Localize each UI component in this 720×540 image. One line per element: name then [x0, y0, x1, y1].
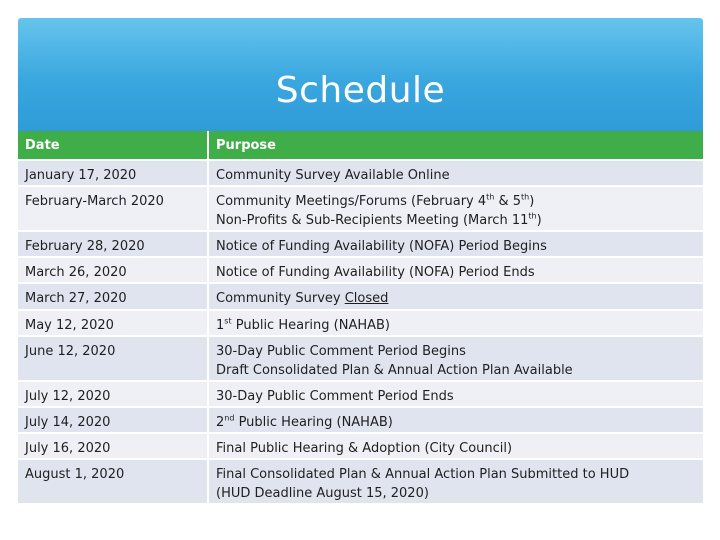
table-row	[18, 434, 703, 460]
table-row	[18, 284, 703, 311]
schedule-table	[18, 131, 703, 505]
purpose-text: Final Public Hearing & Adoption (City Council)	[216, 441, 513, 456]
purpose-cell	[209, 187, 703, 232]
purpose-text: Notice of Funding Availability (NOFA) Period Ends	[216, 265, 535, 280]
table-row	[18, 161, 703, 187]
purpose-text: Non-Profits & Sub-Recipients Meeting (March 11	[216, 213, 529, 228]
date-cell: February 28, 2020	[18, 232, 209, 258]
purpose-cell	[209, 258, 703, 284]
column-header-date: Date	[18, 131, 209, 161]
purpose-text: Final Consolidated Plan & Annual Action Plan Submitted to HUD	[216, 467, 630, 482]
purpose-text: (HUD Deadline August 15, 2020)	[216, 486, 429, 501]
date-cell: July 16, 2020	[18, 434, 209, 460]
purpose-text: & 5	[494, 194, 522, 209]
table-row	[18, 187, 703, 232]
purpose-line	[216, 263, 703, 282]
purpose-line	[216, 484, 703, 503]
table-row	[18, 232, 703, 258]
purpose-cell	[209, 434, 703, 460]
purpose-cell	[209, 337, 703, 382]
purpose-line	[216, 211, 703, 230]
ordinal-suffix: th	[521, 192, 530, 202]
table-row	[18, 258, 703, 284]
purpose-line	[216, 361, 703, 380]
ordinal-suffix: nd	[224, 413, 235, 423]
purpose-cell	[209, 284, 703, 311]
date-cell: May 12, 2020	[18, 311, 209, 337]
purpose-line	[216, 465, 703, 484]
purpose-cell	[209, 232, 703, 258]
date-cell: July 14, 2020	[18, 408, 209, 434]
ordinal-suffix: th	[528, 211, 537, 221]
ordinal-suffix: st	[224, 316, 232, 326]
column-header-purpose: Purpose	[209, 131, 703, 161]
table-row	[18, 382, 703, 408]
date-cell: January 17, 2020	[18, 161, 209, 187]
purpose-cell	[209, 161, 703, 187]
purpose-text: Community Survey Available Online	[216, 168, 450, 183]
purpose-line	[216, 192, 703, 211]
table-row	[18, 311, 703, 337]
purpose-text: Community Meetings/Forums (February 4	[216, 194, 487, 209]
purpose-text: 30-Day Public Comment Period Ends	[216, 389, 454, 404]
purpose-line	[216, 342, 703, 361]
purpose-text: Community Survey	[216, 291, 345, 306]
table-row	[18, 337, 703, 382]
purpose-cell	[209, 311, 703, 337]
purpose-cell	[209, 382, 703, 408]
date-cell: February-March 2020	[18, 187, 209, 232]
purpose-cell	[209, 460, 703, 505]
purpose-text: Notice of Funding Availability (NOFA) Period Begins	[216, 239, 547, 254]
purpose-line	[216, 413, 703, 432]
purpose-cell	[209, 408, 703, 434]
purpose-text: Public Hearing (NAHAB)	[234, 415, 393, 430]
date-cell: August 1, 2020	[18, 460, 209, 505]
table-row	[18, 460, 703, 505]
purpose-line	[216, 166, 703, 185]
table-row	[18, 408, 703, 434]
purpose-text: Draft Consolidated Plan & Annual Action Plan Available	[216, 363, 573, 378]
purpose-text: 2	[216, 415, 225, 430]
purpose-text: )	[529, 194, 535, 209]
page-title: Schedule	[275, 70, 446, 111]
underlined-text: Closed	[344, 291, 389, 306]
date-cell: March 26, 2020	[18, 258, 209, 284]
purpose-line	[216, 237, 703, 256]
date-cell: July 12, 2020	[18, 382, 209, 408]
purpose-line	[216, 439, 703, 458]
date-cell: March 27, 2020	[18, 284, 209, 311]
purpose-line	[216, 316, 703, 335]
purpose-text: Public Hearing (NAHAB)	[231, 318, 390, 333]
purpose-text: 1	[216, 318, 225, 333]
date-cell: June 12, 2020	[18, 337, 209, 382]
purpose-line	[216, 289, 703, 308]
purpose-text: )	[536, 213, 542, 228]
ordinal-suffix: th	[486, 192, 495, 202]
table-header-row	[18, 131, 703, 161]
purpose-text: 30-Day Public Comment Period Begins	[216, 344, 466, 359]
purpose-line	[216, 387, 703, 406]
title-banner	[18, 18, 703, 131]
